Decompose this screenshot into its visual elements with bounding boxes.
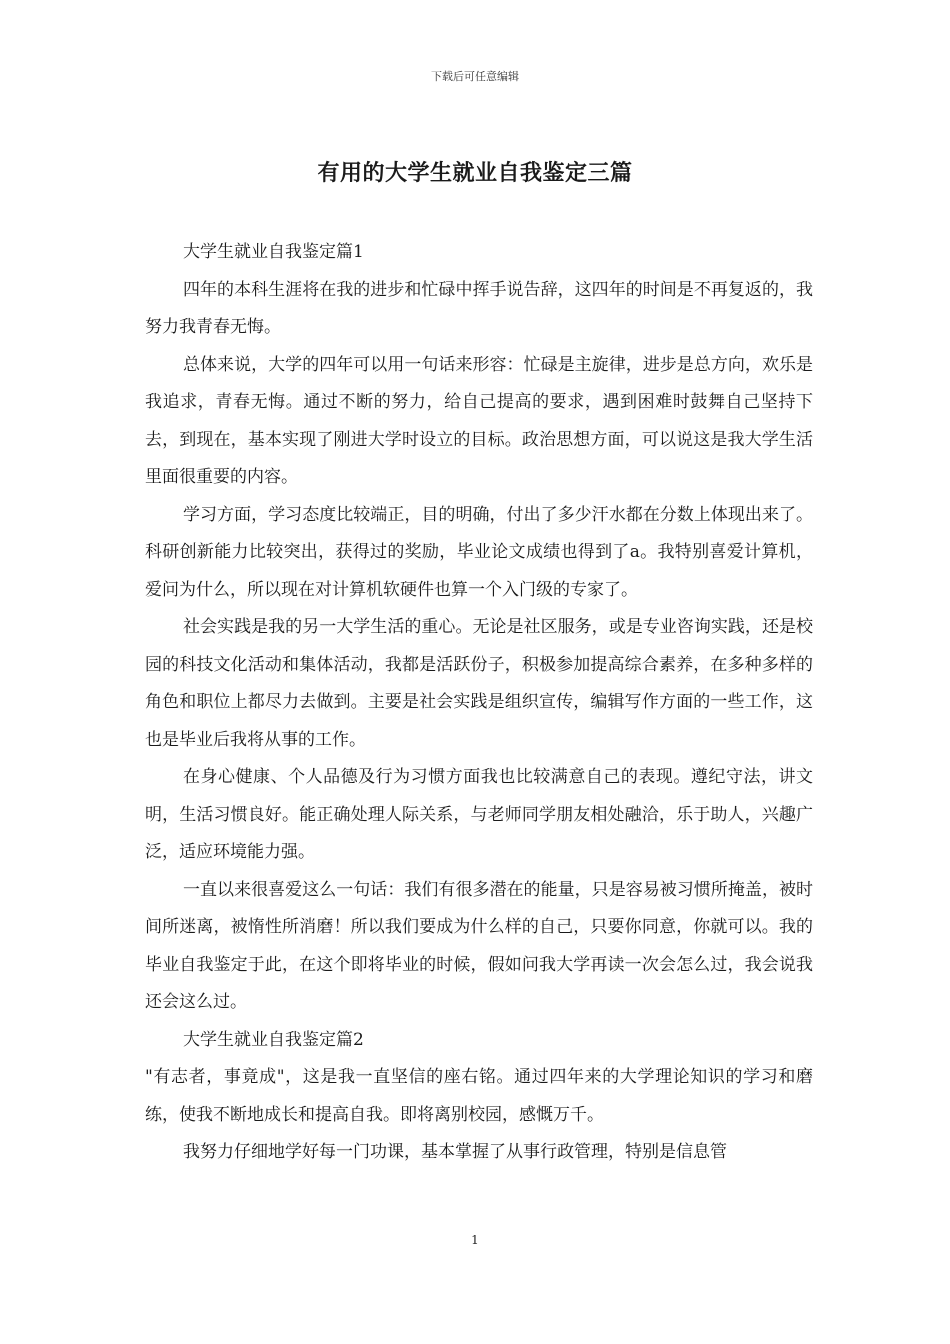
section-heading-2: 大学生就业自我鉴定篇2	[183, 1029, 364, 1050]
paragraph: 在身心健康、个人品德及行为习惯方面我也比较满意自己的表现。遵纪守法，讲文明，生活习惯良好。能正确处理人际关系，与老师同学朋友相处融洽，乐于助人，兴趣广泛，适应环境能力强。	[145, 767, 813, 862]
document-body	[145, 234, 813, 1172]
page-number: 1	[471, 1233, 479, 1247]
paragraph: 学习方面，学习态度比较端正，目的明确，付出了多少汗水都在分数上体现出来了。科研创新能力比较突出，获得过的奖励，毕业论文成绩也得到了a。我特别喜爱计算机，爱问为什么，所以现在对计算机软硬件也算一个入门级的专家了。	[145, 504, 813, 600]
paragraph: 社会实践是我的另一大学生活的重心。无论是社区服务，或是专业咨询实践，还是校园的科技文化活动和集体活动，我都是活跃份子，积极参加提高综合素养，在多种多样的角色和职位上都尽力去做到。主要是社会实践是组织宣传，编辑写作方面的一些工作，这也是毕业后我将从事的工作。	[145, 617, 813, 750]
paragraph: "有志者，事竟成"，这是我一直坚信的座右铭。通过四年来的大学理论知识的学习和磨练，使我不断地成长和提高自我。即将离别校园，感慨万千。	[145, 1067, 813, 1125]
paragraph: 我努力仔细地学好每一门功课，基本掌握了从事行政管理，特别是信息管	[183, 1142, 727, 1162]
paragraph: 一直以来很喜爱这么一句话：我们有很多潜在的能量，只是容易被习惯所掩盖，被时间所迷离，被惰性所消磨！所以我们要成为什么样的自己，只要你同意，你就可以。我的毕业自我鉴定于此，在这个即将毕业的时候，假如问我大学再读一次会怎么过，我会说我还会这么过。	[145, 879, 813, 1012]
paragraph: 总体来说，大学的四年可以用一句话来形容：忙碌是主旋律，进步是总方向，欢乐是我追求，青春无悔。通过不断的努力，给自己提高的要求，遇到困难时鼓舞自己坚持下去，到现在，基本实现了刚进大学时设立的目标。政治思想方面，可以说这是我大学生活里面很重要的内容。	[145, 354, 813, 487]
header-note: 下载后可任意编辑	[431, 70, 519, 83]
paragraph: 四年的本科生涯将在我的进步和忙碌中挥手说告辞，这四年的时间是不再复返的，我努力我青春无悔。	[145, 279, 813, 337]
document-title: 有用的大学生就业自我鉴定三篇	[317, 160, 633, 186]
section-heading-1: 大学生就业自我鉴定篇1	[183, 242, 364, 262]
